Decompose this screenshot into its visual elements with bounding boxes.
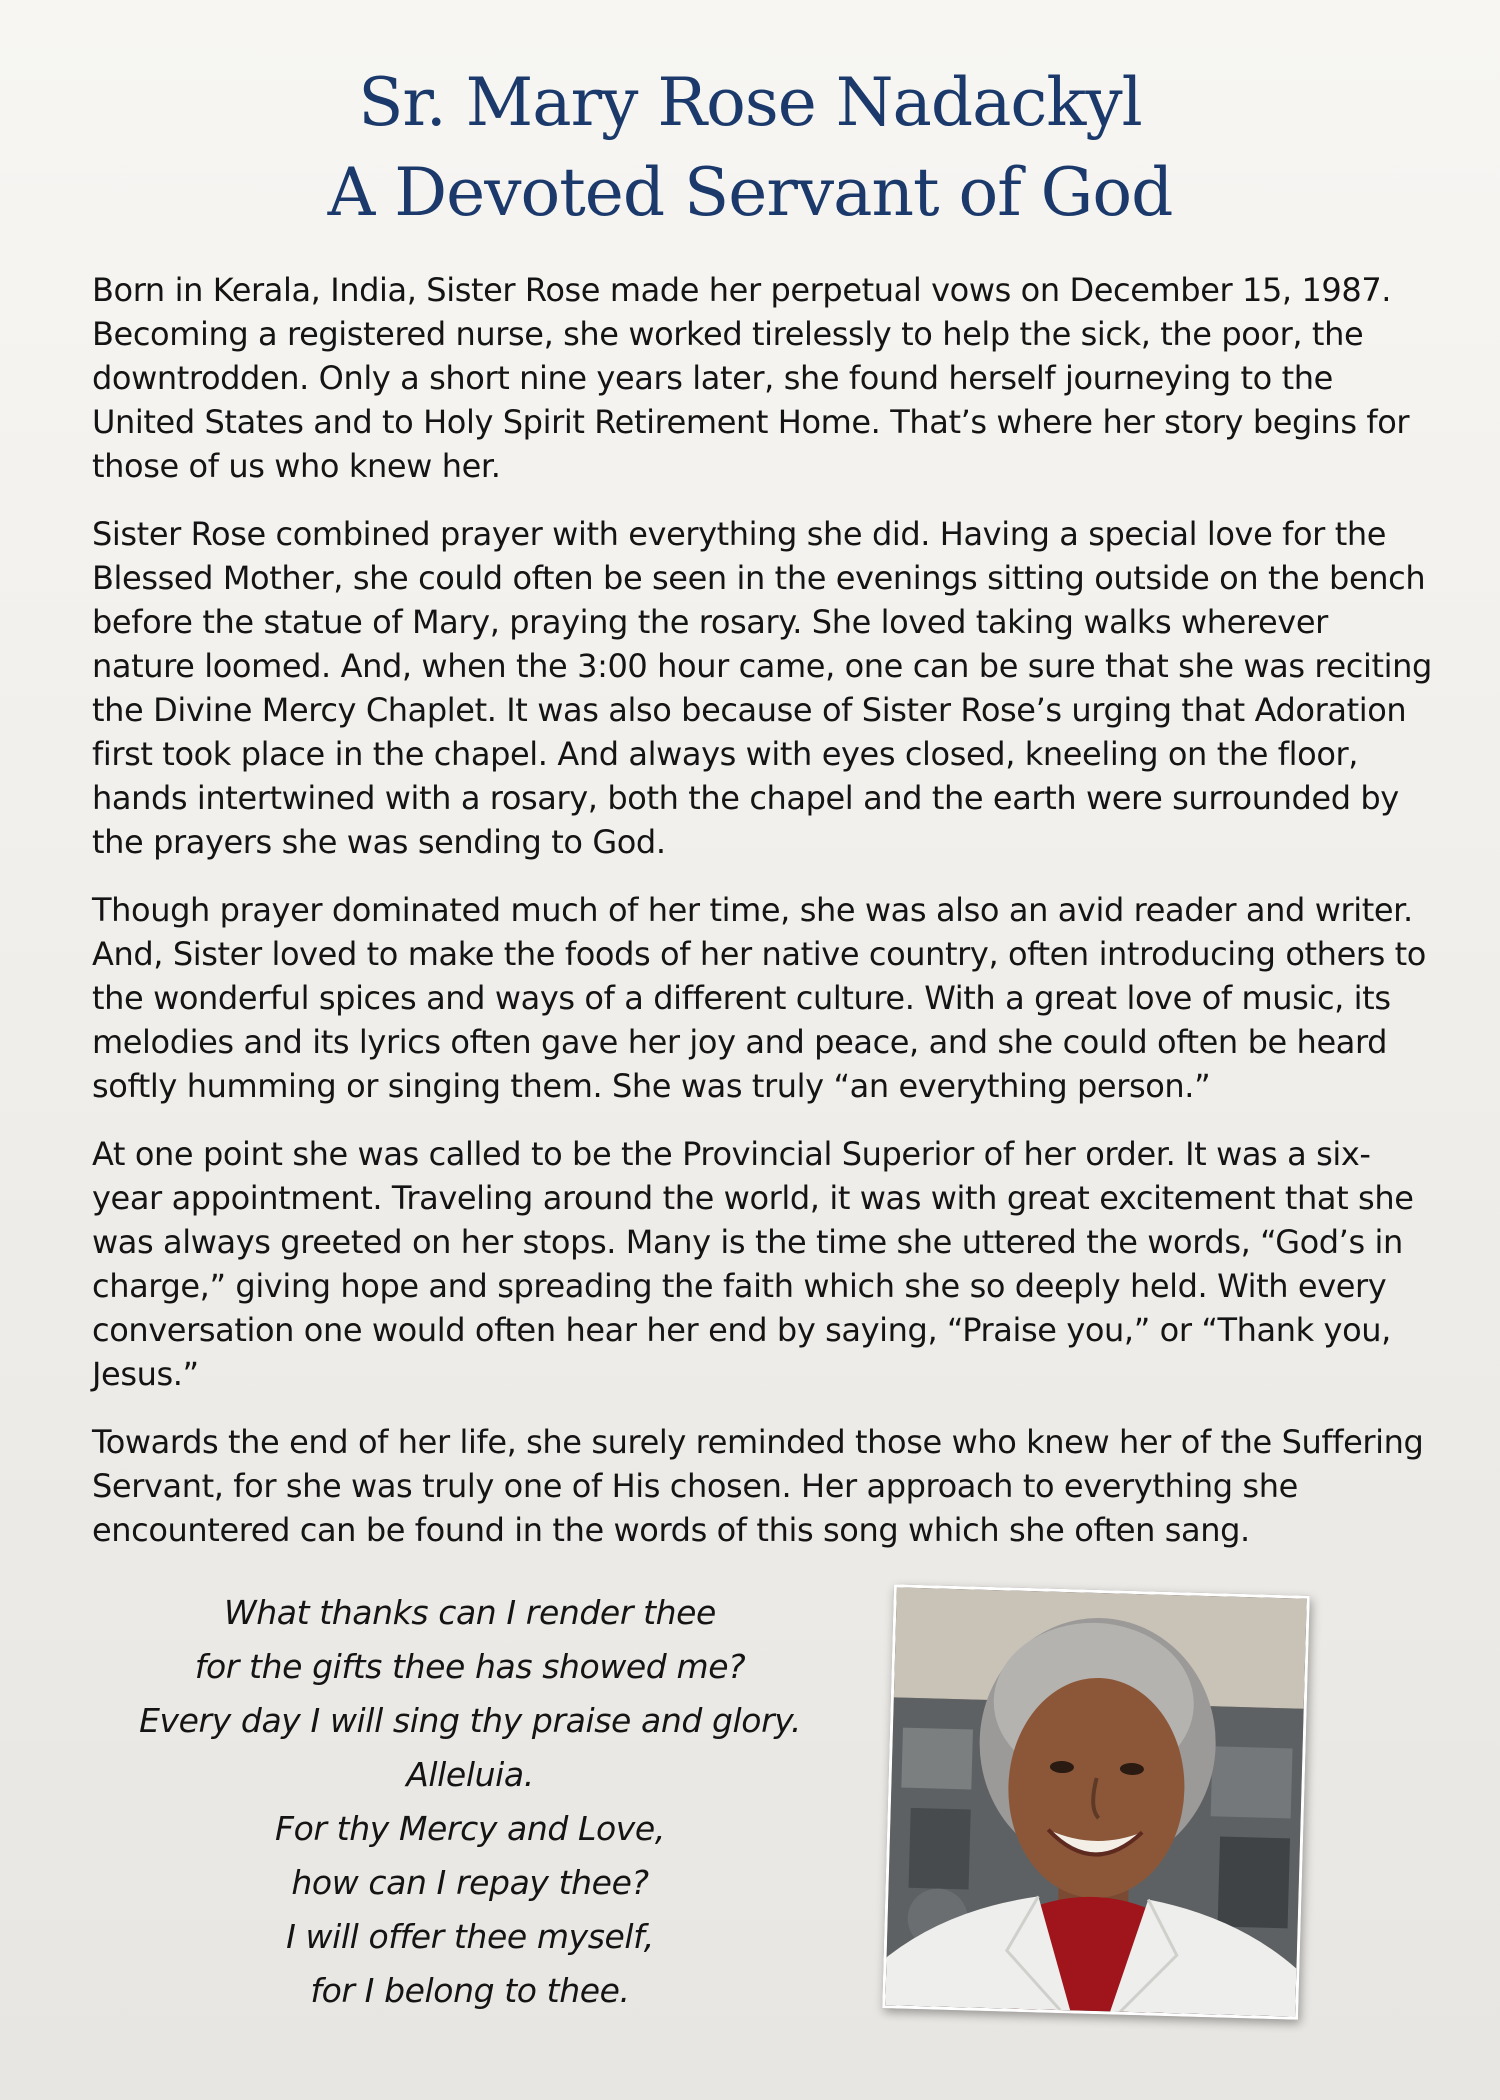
- paragraph: Though prayer dominated much of her time, she was also an avid reader and writer. And, Sister loved to make the foods of her native country, often introducing others to the wonderful spices and ways of a different culture. With a great love of music, its melodies and its lyrics often gave her joy and peace, and she could often be heard softly humming or singing them. She was truly “an everything person.”: [92, 891, 1426, 1105]
- biography-text: [92, 268, 1432, 1576]
- paragraph: Born in Kerala, India, Sister Rose made her perpetual vows on December 15, 1987. Becoming a registered nurse, she worked tirelessly to help the sick, the poor, the downtrodden. Only a short nine years later, she found herself journeying to the United States and to Holy Spirit Retirement Home. That’s where her story begins for those of us who knew her.: [92, 271, 1410, 485]
- lyric-line: I will offer thee myself,: [286, 1917, 654, 1956]
- song-lyrics: [120, 1586, 820, 2018]
- page-title: [0, 58, 1500, 238]
- portrait-illustration: [885, 1587, 1307, 2016]
- lyric-line: for the gifts thee has showed me?: [194, 1647, 746, 1686]
- lyric-line: What thanks can I render thee: [224, 1593, 716, 1632]
- portrait-photo: [882, 1584, 1310, 2019]
- title-name: Sr. Mary Rose Nadackyl: [358, 64, 1142, 141]
- lyric-line: Alleluia.: [406, 1755, 534, 1794]
- lyric-line: For thy Mercy and Love,: [275, 1809, 665, 1848]
- paragraph: Sister Rose combined prayer with everything she did. Having a special love for the Blessed Mother, she could often be seen in the evenings sitting outside on the bench before the statue of Mary, praying the rosary. She loved taking walks wherever nature loomed. And, when the 3:00 hour came, one can be sure that she was reciting the Divine Mercy Chaplet. It was also because of Sister Rose’s urging that Adoration first took place in the chapel. And always with eyes closed, kneeling on the floor, hands intertwined with a rosary, both the chapel and the earth were surrounded by the prayers she was sending to God.: [92, 515, 1432, 861]
- paragraph: At one point she was called to be the Provincial Superior of her order. It was a six-year appointment. Traveling around the world, it was with great excitement that she was always greeted on her stops. Many is the time she uttered the words, “God’s in charge,” giving hope and spreading the faith which she so deeply held. With every conversation one would often hear her end by saying, “Praise you,” or “Thank you, Jesus.”: [92, 1135, 1414, 1393]
- lyric-line: for I belong to thee.: [310, 1971, 630, 2010]
- paragraph: Towards the end of her life, she surely reminded those who knew her of the Suffering Servant, for she was truly one of His chosen. Her approach to everything she encountered can be found in the words of this song which she often sang.: [92, 1423, 1424, 1549]
- lyric-line: Every day I will sing thy praise and glory.: [139, 1701, 801, 1740]
- lyric-line: how can I repay thee?: [291, 1863, 649, 1902]
- title-subtitle: A Devoted Servant of God: [327, 154, 1173, 231]
